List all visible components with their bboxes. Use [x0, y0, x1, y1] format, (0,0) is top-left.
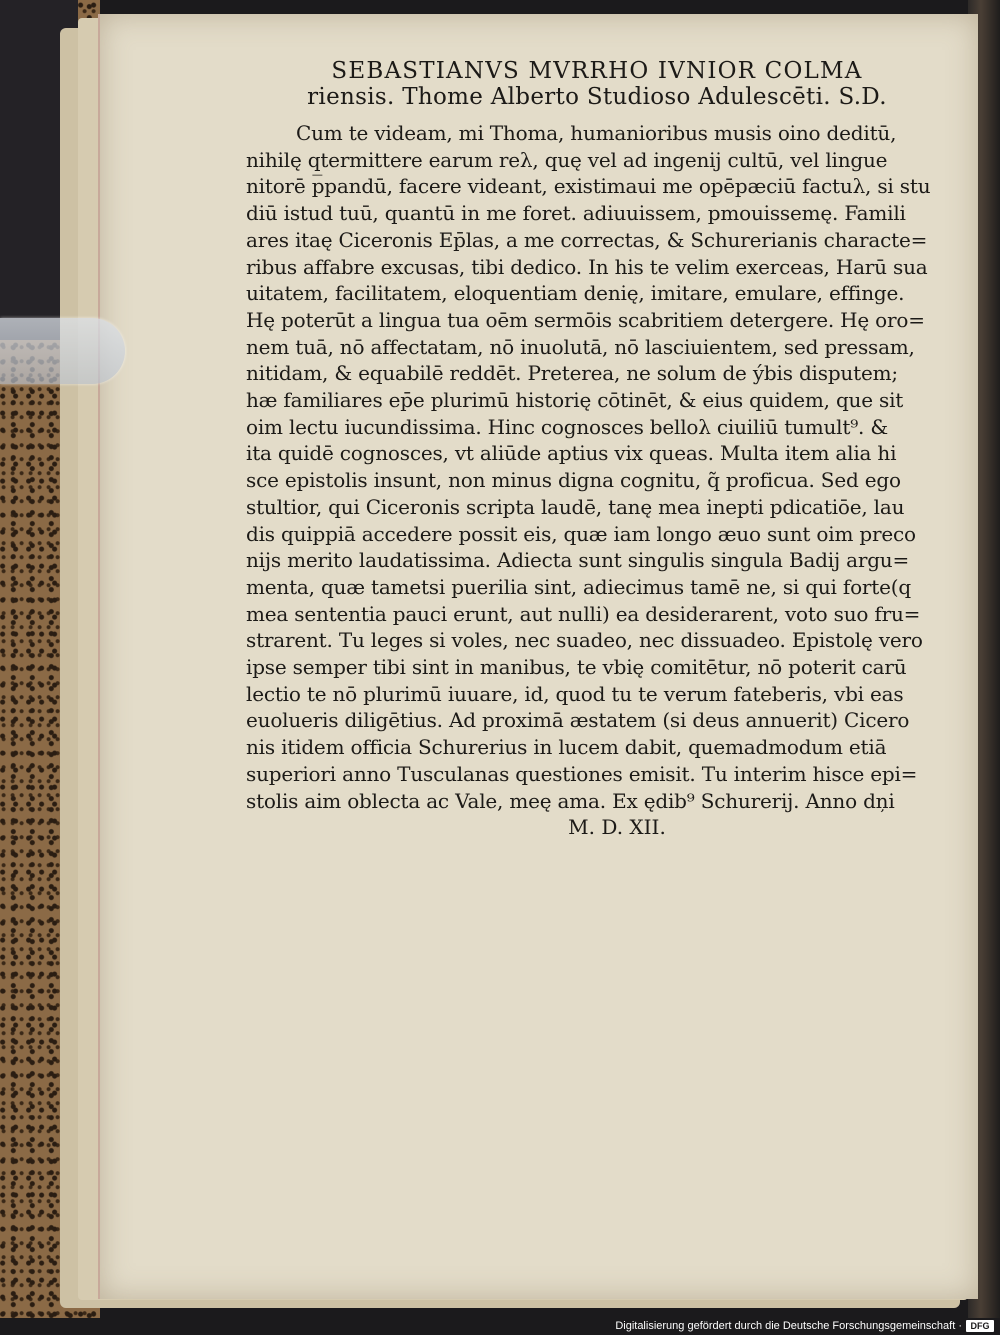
heading-line-1: SEBASTIANVS MVRRHO IVNIOR COLMA [331, 58, 863, 84]
body-line: Hę poterūt a lingua tua oēm sermōis scabritiem detergere. Hę oro= [246, 307, 925, 332]
body-line: nis itidem officia Schurerius in lucem dabit, quemadmodum etiā [246, 735, 887, 760]
body-line: nem tuā, nō affectatam, nō inuolutā, nō lasciuientem, sed pressam, [246, 334, 915, 359]
body-line: nihilę q̲termittere earum reλ, quę vel ad ingenij cultū, vel lingue [246, 147, 888, 172]
body-line: euolueris diligētius. Ad proximā æstatem (si deus annuerit) Cicero [246, 708, 910, 733]
body-line: strarent. Tu leges si voles, nec suadeo, nec dissuadeo. Epistolę vero [246, 628, 923, 653]
footer-bar [0, 1318, 1000, 1335]
body-line: hæ familiares ep̄e plurimū historię cōtinēt, & eius quidem, que sit [246, 388, 904, 413]
funding-credit: Digitalisierung gefördert durch die Deutsche Forschungsgemeinschaft · [615, 1320, 962, 1332]
body-line: ares itaę Ciceronis Ep̄las, a me correctas, & Schurerianis characte= [246, 227, 928, 252]
body-line: lectio te nō plurimū iuuare, id, quod tu te verum fateberis, vbi eas [246, 681, 904, 706]
body-line: stultior, qui Ciceronis scripta laudē, tanę mea inepti pdicatiōe, lau [246, 494, 905, 519]
bookmark-strip [0, 318, 125, 384]
body-line: nitorē ppandū, facere videant, existimaui me opēpæciū factuλ, si stu [246, 174, 931, 199]
body-line: nijs merito laudatissima. Adiecta sunt singulis singula Badij argu= [246, 548, 910, 573]
body-line: mea sententia pauci erunt, aut nulli) ea desiderarent, voto suo fru= [246, 601, 921, 626]
body-text [246, 120, 931, 814]
body-line: oim lectu iucundissima. Hinc cognosces belloλ ciuiliū tumult⁹. & [246, 414, 888, 439]
body-line: dis quippiā accedere possit eis, quæ iam longo æuo sunt oim preco [246, 521, 916, 546]
body-line: superiori anno Tusculanas questiones emisit. Tu interim hisce epi= [246, 761, 918, 786]
body-line: Cum te videam, mi Thoma, humanioribus musis oino deditū, [296, 121, 897, 145]
page-heading [272, 58, 922, 110]
dfg-logo-icon[interactable]: DFG [966, 1320, 994, 1332]
body-line: sce epistolis insunt, non minus digna cognitu, q̃ proficua. Sed ego [246, 468, 901, 493]
body-line: stolis aim oblecta ac Vale, meę ama. Ex ędib⁹ Schurerij. Anno dņi [246, 788, 895, 813]
imprint-year: M. D. XII. [568, 815, 666, 840]
body-line: ribus affabre excusas, tibi dedico. In his te velim exerceas, Harū sua [246, 254, 928, 279]
body-line: nitidam, & equabilē reddēt. Preterea, ne solum de ýbis disputem; [246, 361, 898, 386]
body-line: ipse semper tibi sint in manibus, te vbię comitētur, nō poterit carū [246, 655, 907, 680]
body-line: menta, quæ tametsi puerilia sint, adiecimus tamē ne, si qui forte(q [246, 574, 911, 599]
page-text [242, 58, 931, 840]
heading-line-2: riensis. Thome Alberto Studioso Adulescēti. S.D. [307, 84, 887, 110]
body-line: ita quidē cognosces, vt aliūde aptius vix queas. Multa item alia hi [246, 441, 897, 466]
body-line: diū istud tuū, quantū in me foret. adiuuissem, pmouissemę. Famili [246, 201, 906, 226]
body-line: uitatem, facilitatem, eloquentiam denię, imitare, emulare, effinge. [246, 281, 905, 306]
